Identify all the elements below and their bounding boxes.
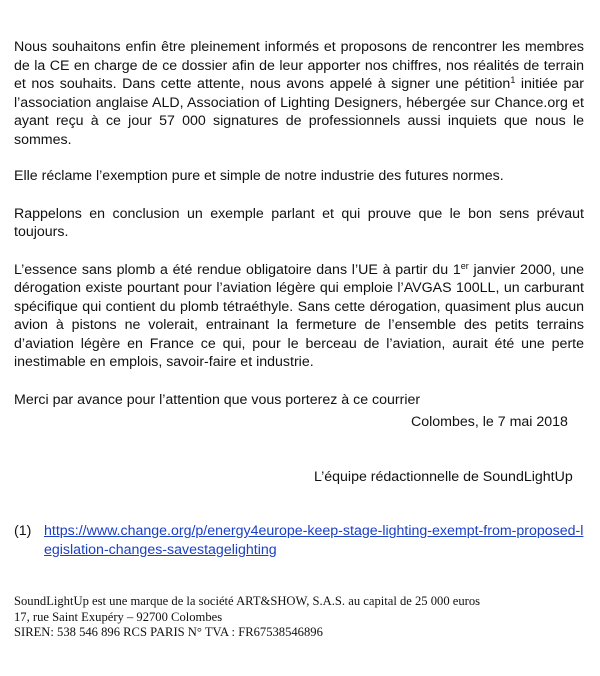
letter-body	[14, 38, 584, 409]
paragraph-exemption: Elle réclame l’exemption pure et simple de notre industrie des futures normes.	[14, 168, 504, 184]
footnote	[14, 522, 584, 559]
company-footer	[14, 594, 584, 641]
paragraph-text: Nous souhaitons enfin être pleinement informés et proposons de rencontrer les membres de la CE en charge de ce dossier afin de leur apporter nos chiffres, nos réalités de terrain et nos souhaits. Dans cette attente, nous avons appelé à signer une pétition	[14, 39, 584, 92]
paragraph-text: initiée par l’association anglaise ALD, Association of Lighting Designers, hébergée sur Chance.org et ayant reçu à ce jour 57 000 signatures de professionnels aussi inquiets que nous le sommes.	[14, 76, 584, 148]
footnote-number: (1)	[14, 523, 32, 539]
paragraph-text: L’essence sans plomb a été rendue obligatoire dans l’UE à partir du 1	[14, 261, 461, 278]
petition-link[interactable]: https://www.change.org/p/energy4europe-keep-stage-lighting-exempt-from-proposed-legislation-changes-savestagelighting	[44, 523, 584, 558]
paragraph-meeting-request	[14, 38, 584, 149]
date-line: Colombes, le 7 mai 2018	[411, 414, 568, 430]
signature-line: L’équipe rédactionnelle de SoundLightUp	[314, 469, 573, 485]
footer-company-line: SoundLightUp est une marque de la société ART&SHOW, S.A.S. au capital de 25 000 euros	[14, 594, 481, 608]
footer-registration-line: SIREN: 538 546 896 RCS PARIS N° TVA : FR67538546896	[14, 625, 323, 639]
paragraph-conclusion-intro: Rappelons en conclusion un exemple parlant et qui prouve que le bon sens prévaut toujours.	[14, 205, 584, 240]
paragraph-thanks: Merci par avance pour l’attention que vous porterez à ce courrier	[14, 391, 421, 408]
paragraph-avgas-example	[14, 261, 584, 372]
footer-address-line: 17, rue Saint Exupéry – 92700 Colombes	[14, 609, 223, 624]
ordinal-suffix: er	[460, 260, 469, 271]
paragraph-text: janvier 2000, une dérogation existe pourtant pour l’aviation légère qui emploie l’AVGAS 100LL, un carburant spécifique qui contient du plomb tétraéthyle. Sans cette dérogation, quasiment plus aucun avion à pistons ne volerait, entrainant la fermeture de l’ensemble des petits terrains d’aviation légère en France ce qui, pour le berceau de l’aviation, aurait été une perte inestimable en emplois, savoir-faire et industrie.	[14, 261, 584, 370]
footnote-marker[interactable]: 1	[510, 75, 516, 85]
